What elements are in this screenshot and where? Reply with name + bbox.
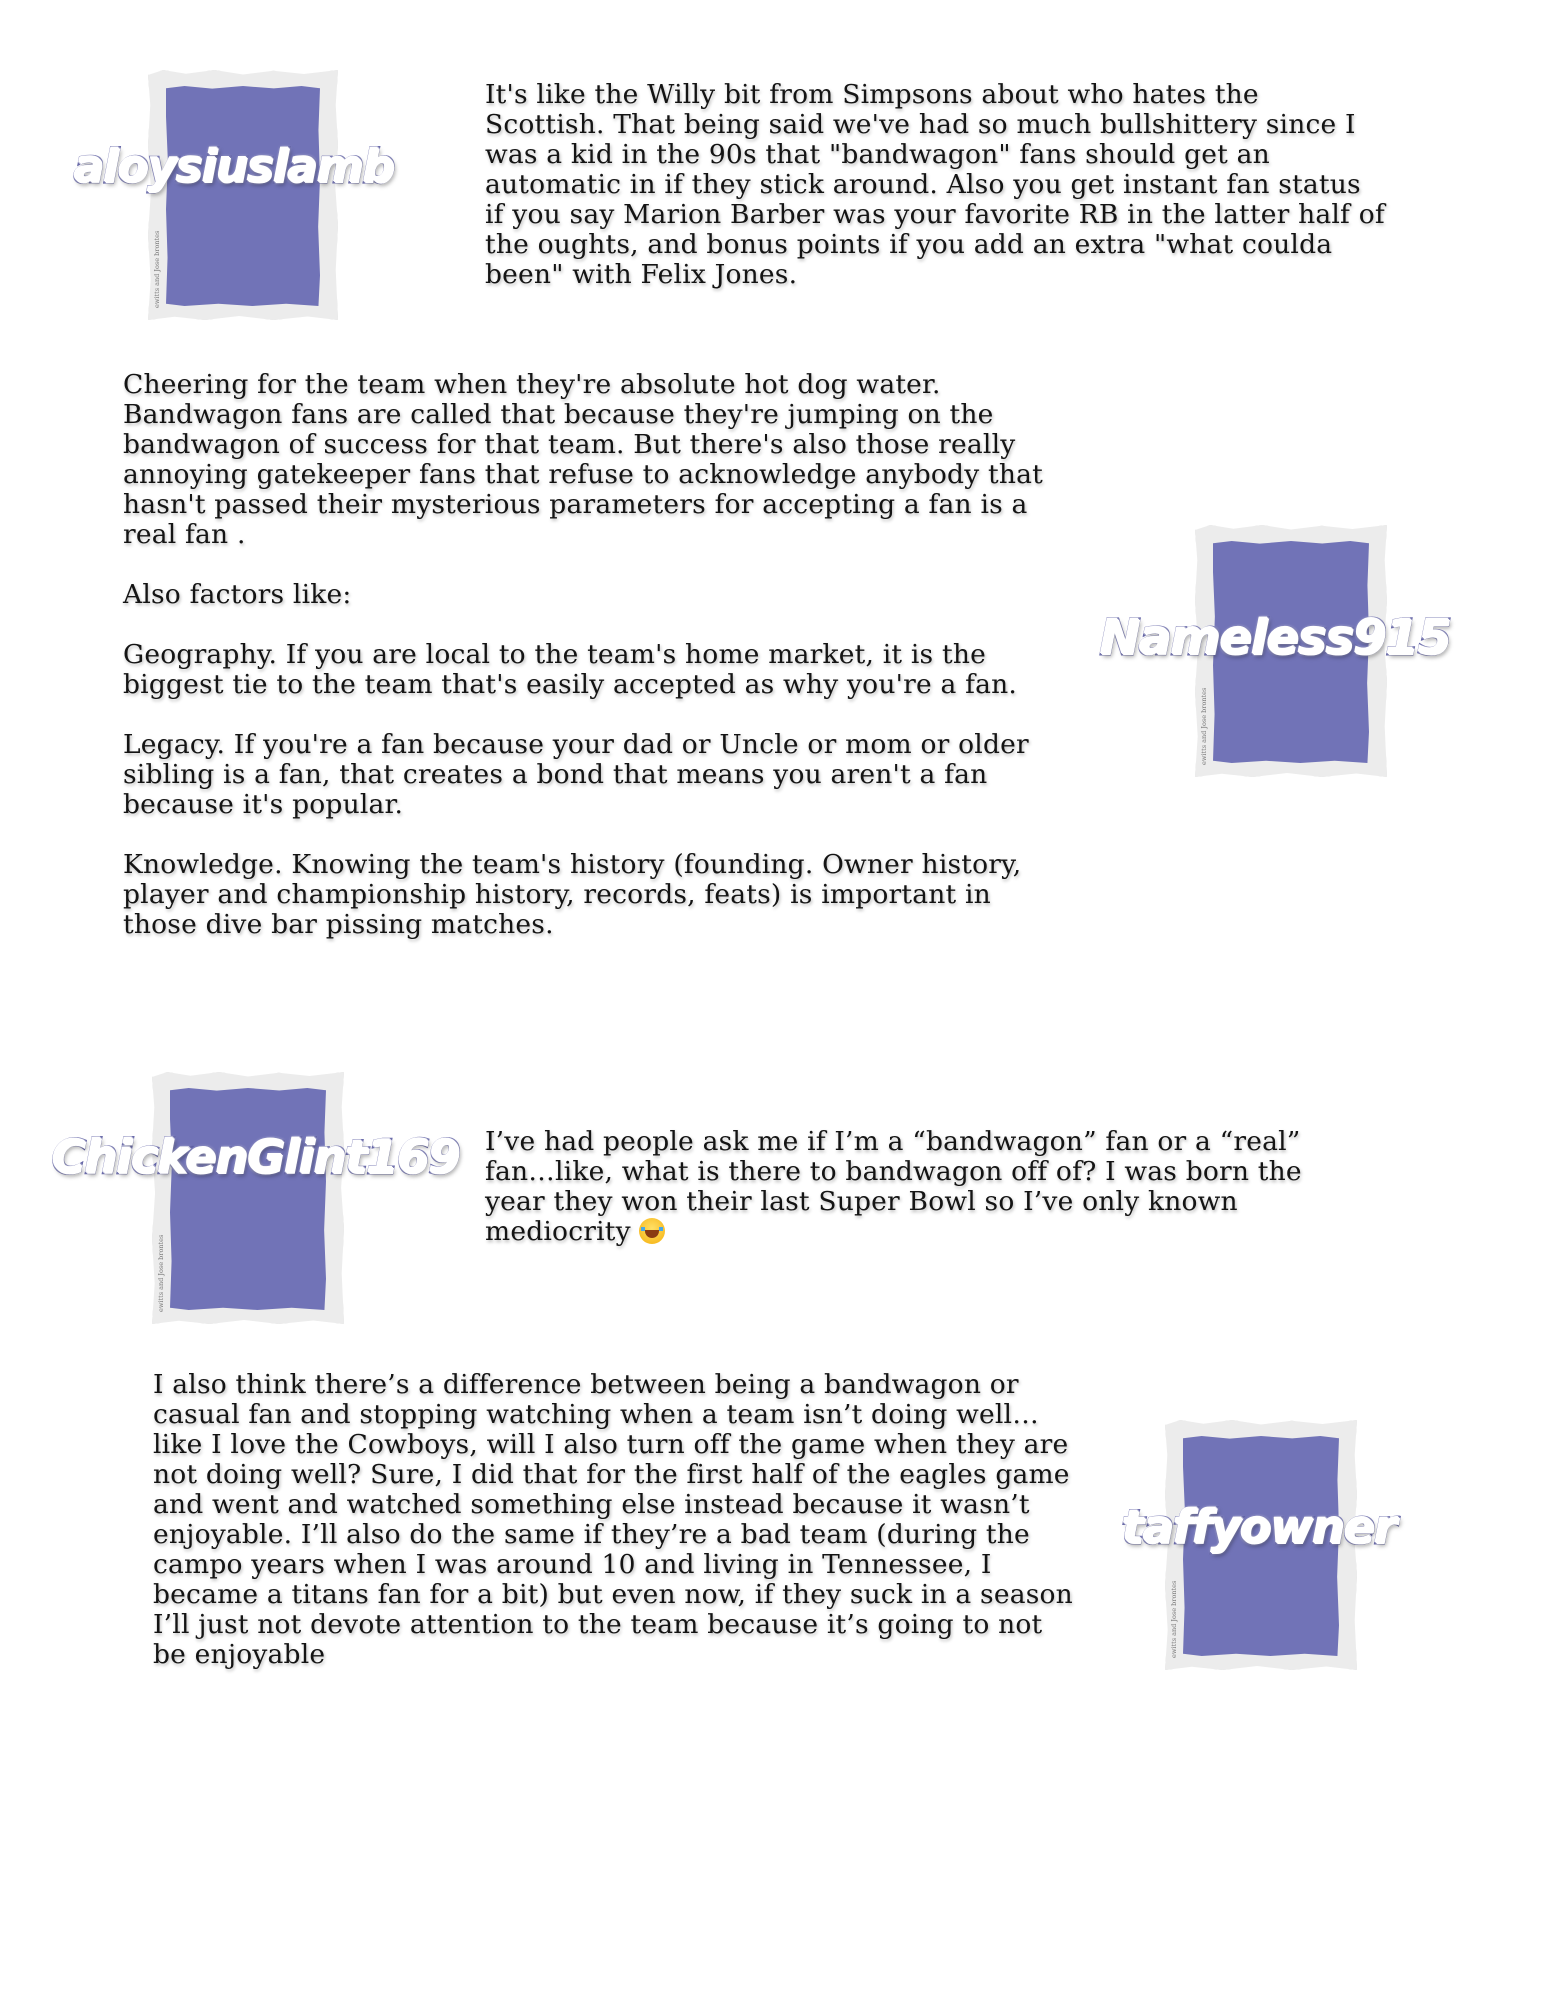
face-with-tears-of-joy-icon	[639, 1218, 665, 1244]
username: aloysiuslamb	[74, 140, 394, 193]
username: ChickenGlint169	[52, 1130, 460, 1184]
comment-text	[123, 370, 1043, 940]
comment-paragraph: I also think there’s a difference between being a bandwagon or casual fan and stopping watching when a team isn’t doing well… like I love the Cowboys, will I also turn off the game when they are not doing well? Sure, I did that for the first half of the eagles game and went and watched something else instead because it wasn’t enjoyable. I’ll also do the same if they’re a bad team (during the campo years when I was around 10 and living in Tennessee, I became a titans fan for a bit) but even now, if they suck in a season I’ll just not devote attention to the team because it’s going to not be enjoyable	[153, 1369, 1073, 1670]
avatar-swatch	[170, 1088, 326, 1310]
username: Nameless915	[1100, 610, 1451, 666]
avatar-credit: ewitts and Jose brontes	[1170, 1580, 1178, 1658]
comment-paragraph: Cheering for the team when they're absolute hot dog water. Bandwagon fans are called that because they're jumping on the bandwagon of success for that team. But there's also those really annoying gatekeeper fans that refuse to acknowledge anybody that hasn't passed their mysterious parameters for accepting a fan is a real fan .	[123, 369, 1043, 550]
avatar-swatch	[166, 86, 320, 306]
comment-paragraph: Knowledge. Knowing the team's history (founding. Owner history, player and championship history, records, feats) is important in those dive bar pissing matches.	[123, 849, 1022, 940]
comment-paragraph: Geography. If you are local to the team's home market, it is the biggest tie to the team that's easily accepted as why you're a fan.	[123, 639, 1017, 700]
avatar	[148, 70, 338, 320]
comment-text	[153, 1370, 1073, 1670]
avatar-credit: ewitts and Jose brontes	[153, 230, 161, 308]
comment-text	[485, 1127, 1345, 1247]
avatar-credit: ewitts and Jose brontes	[157, 1234, 165, 1312]
comment-paragraph: It's like the Willy bit from Simpsons about who hates the Scottish. That being said we've had so much bullshittery since I was a kid in the 90s that "bandwagon" fans should get an automatic in if they stick around. Also you get instant fan status if you say Marion Barber was your favorite RB in the latter half of the oughts, and bonus points if you add an extra "what coulda been" with Felix Jones.	[485, 79, 1385, 290]
comment-paragraph: Also factors like:	[123, 579, 352, 610]
comment-paragraph: I’ve had people ask me if I’m a “bandwagon” fan or a “real” fan…like, what is there to bandwagon off of? I was born the year they won their last Super Bowl so I’ve only known mediocrity	[485, 1126, 1302, 1247]
username: taffyowner	[1122, 1500, 1396, 1554]
comment-paragraph-wrap	[485, 1127, 1345, 1247]
avatar	[152, 1072, 344, 1324]
comment-paragraph: Legacy. If you're a fan because your dad or Uncle or mom or older sibling is a fan, that creates a bond that means you aren't a fan because it's popular.	[123, 729, 1029, 820]
comment-text	[485, 80, 1385, 290]
avatar-credit: ewitts and Jose brontes	[1200, 687, 1208, 765]
